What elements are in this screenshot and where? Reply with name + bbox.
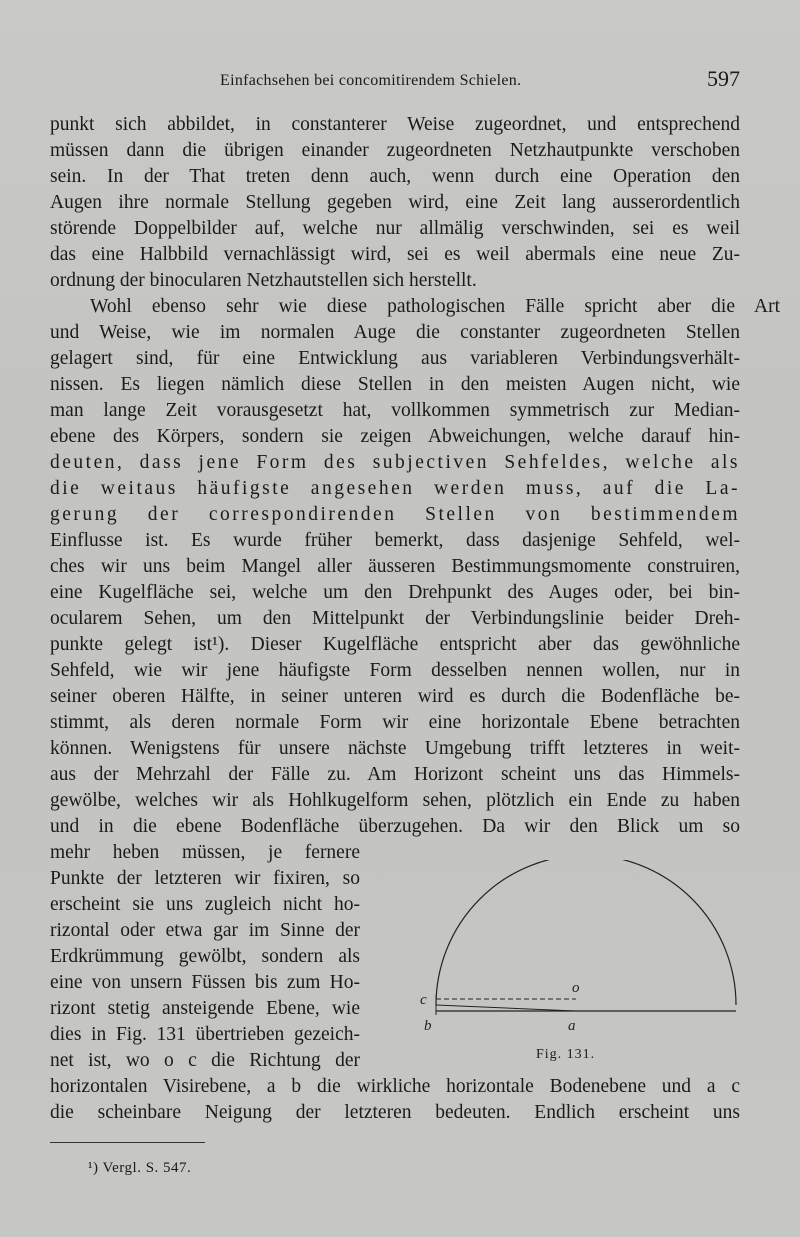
text-line: gerung der correspondirenden Stellen von bestimmendem (50, 504, 740, 525)
text-line: net ist, wo o c die Richtung der (50, 1050, 360, 1071)
label-a: a (568, 1018, 576, 1034)
text-line: erscheint sie uns zugleich nicht ho- (50, 894, 360, 915)
text-line: rizontal oder etwa gar im Sinne der (50, 920, 360, 941)
text-line: man lange Zeit vorausgesetzt hat, vollkommen symmetrisch zur Median- (50, 400, 740, 421)
text-line: Sehfeld, wie wir jene häufigste Form desselben nennen wollen, nur in (50, 660, 740, 681)
text-line: stimmt, als deren normale Form wir eine horizontale Ebene betrachten (50, 712, 740, 733)
text-line: eine Kugelfläche sei, welche um den Drehpunkt des Auges oder, bei bin- (50, 582, 740, 603)
page-number: 597 (707, 66, 740, 91)
text-line: rizont stetig ansteigende Ebene, wie (50, 998, 360, 1019)
text-line: Erdkrümmung gewölbt, sondern als (50, 946, 360, 967)
text-line: ebene des Körpers, sondern sie zeigen Abweichungen, welche darauf hin- (50, 426, 740, 447)
text-line: ordnung der binocularen Netzhautstellen sich herstellt. (50, 270, 477, 291)
text-line: und in die ebene Bodenfläche überzugehen. Da wir den Blick um so (50, 816, 740, 837)
page-header (50, 66, 740, 96)
figure-131-diagram (416, 860, 746, 1070)
text-line: punkte gelegt ist¹). Dieser Kugelfläche entspricht aber das gewöhnliche (50, 634, 740, 655)
apparent-slope-line (436, 1005, 576, 1011)
semicircle-arc (436, 860, 736, 1005)
text-line: aus der Mehrzahl der Fälle zu. Am Horizont scheint uns das Himmels- (50, 764, 740, 785)
text-line: Augen ihre normale Stellung gegeben wird, eine Zeit lang ausserordentlich (50, 192, 740, 213)
text-line: die weitaus häufigste angesehen werden muss, auf die La- (50, 478, 740, 499)
text-line: punkt sich abbildet, in constanterer Weise zugeordnet, und entsprechend (50, 114, 740, 135)
text-line: das eine Halbbild vernachlässigt wird, sei es weil abermals eine neue Zu- (50, 244, 740, 265)
text-line: Wohl ebenso sehr wie diese pathologischen Fälle spricht aber die Art (90, 296, 780, 317)
text-line: dies in Fig. 131 übertrieben gezeich- (50, 1024, 360, 1045)
text-line: die scheinbare Neigung der letzteren bedeuten. Endlich erscheint uns (50, 1102, 740, 1123)
text-line: horizontalen Visirebene, a b die wirkliche horizontale Bodenebene und a c (50, 1076, 740, 1097)
figure-caption: Fig. 131. (536, 1047, 596, 1062)
text-line: störende Doppelbilder auf, welche nur allmälig verschwinden, sei es weil (50, 218, 740, 239)
text-line: eine von unsern Füssen bis zum Ho- (50, 972, 360, 993)
footnote-divider (50, 1142, 205, 1143)
text-line: ocularem Sehen, um den Mittelpunkt der Verbindungslinie beider Dreh- (50, 608, 740, 629)
text-line: nissen. Es liegen nämlich diese Stellen in den meisten Augen nicht, wie (50, 374, 740, 395)
text-line: seiner oberen Hälfte, in seiner unteren wird es durch die Bodenfläche be- (50, 686, 740, 707)
text-line: sein. In der That treten denn auch, wenn durch eine Operation den (50, 166, 740, 187)
text-line: müssen dann die übrigen einander zugeordneten Netzhautpunkte verschoben (50, 140, 740, 161)
running-head: Einfachsehen bei concomitirendem Schielen. (220, 72, 522, 89)
text-line: und Weise, wie im normalen Auge die constanter zugeordneten Stellen (50, 322, 740, 343)
label-o: o (572, 980, 580, 996)
text-line: gelagert sind, für eine Entwicklung aus variableren Verbindungsverhält- (50, 348, 740, 369)
text-line: Einflusse ist. Es wurde früher bemerkt, dass dasjenige Sehfeld, wel- (50, 530, 740, 551)
footnote: ¹) Vergl. S. 547. (88, 1160, 192, 1176)
text-line: mehr heben müssen, je fernere (50, 842, 360, 863)
label-c: c (420, 992, 427, 1008)
text-line: gewölbe, welches wir als Hohlkugelform sehen, plötzlich ein Ende zu haben (50, 790, 740, 811)
text-line: ches wir uns beim Mangel aller äusseren Bestimmungsmomente construiren, (50, 556, 740, 577)
label-b: b (424, 1018, 432, 1034)
text-line: Punkte der letzteren wir fixiren, so (50, 868, 360, 889)
text-line: deuten, dass jene Form des subjectiven Sehfeldes, welche als (50, 452, 740, 473)
text-line: können. Wenigstens für unsere nächste Umgebung trifft letzteres in weit- (50, 738, 740, 759)
